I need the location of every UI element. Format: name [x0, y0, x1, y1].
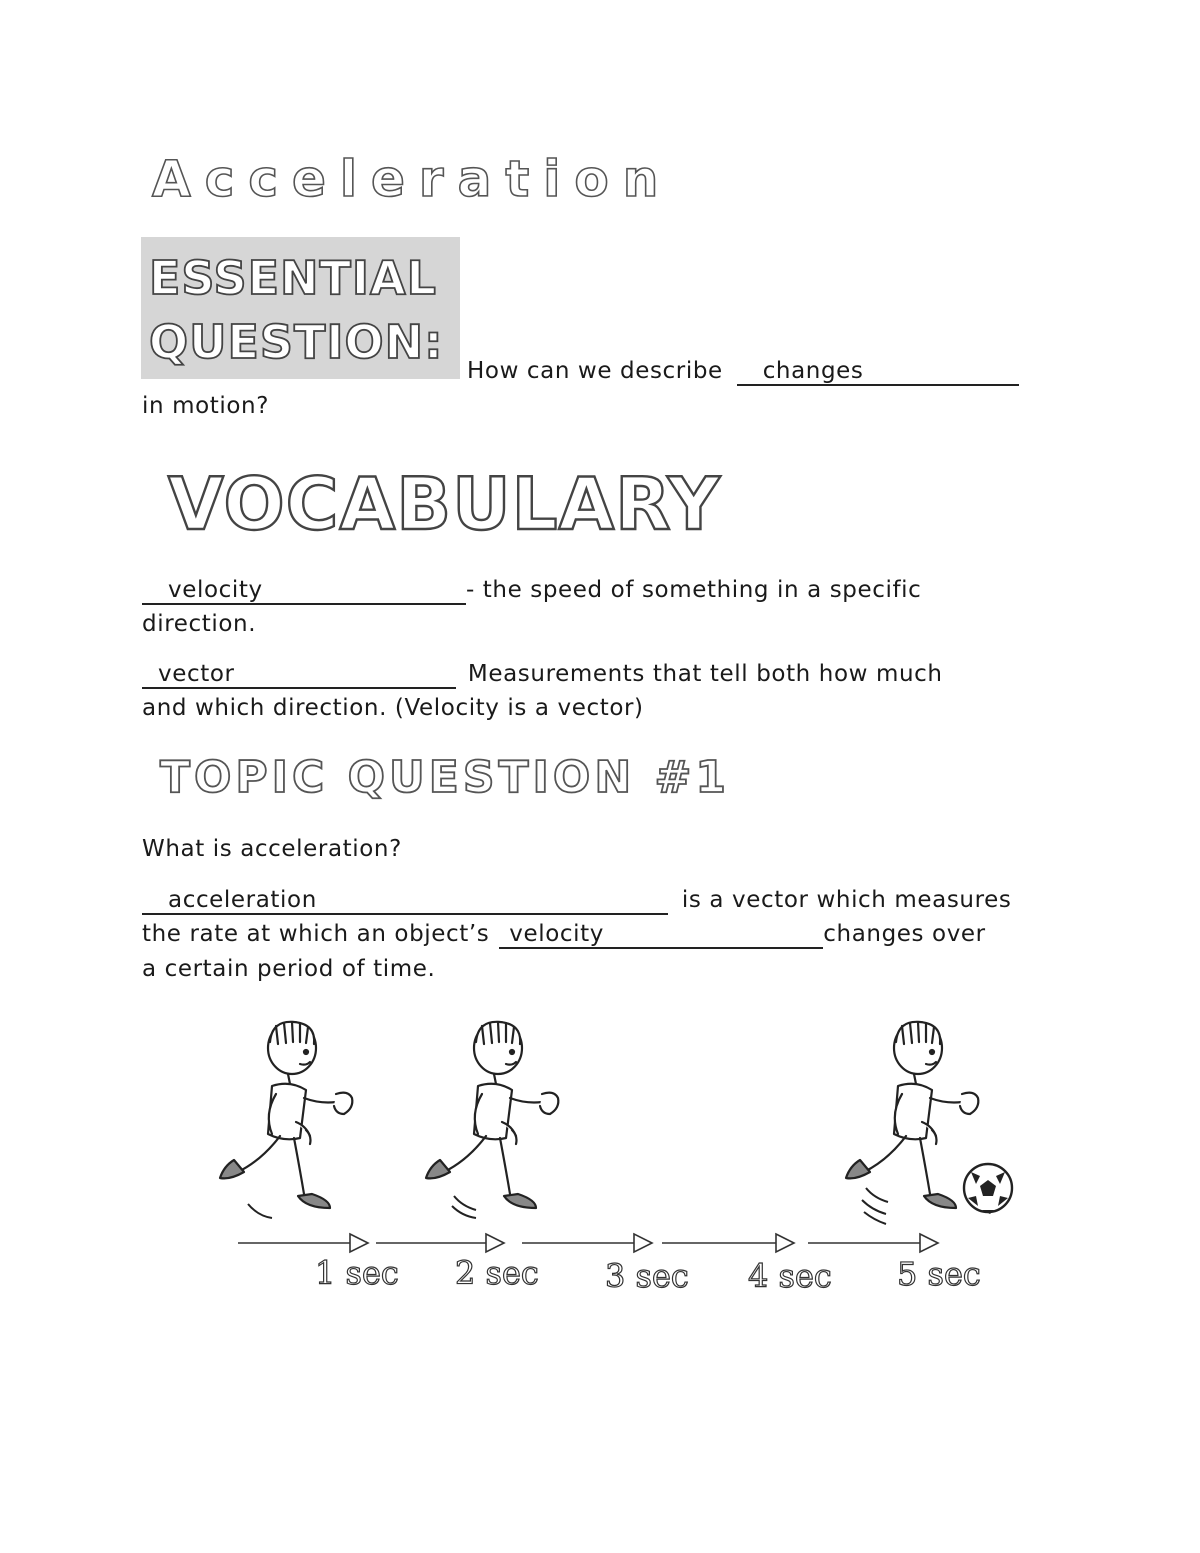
soccer-ball-icon	[964, 1164, 1012, 1214]
time-label-3: 3 sec	[605, 1257, 689, 1295]
vocab-definition-velocity-cont: direction.	[142, 611, 257, 637]
essential-question-blank	[737, 358, 1019, 386]
topic-answer-velocity: velocity	[509, 921, 604, 947]
timeline-arrows	[238, 1234, 938, 1252]
essential-question-label-box	[141, 237, 460, 379]
vocab-term-velocity	[142, 573, 921, 607]
running-child-1	[220, 1022, 352, 1208]
essential-question-prefix: How can we describe	[467, 358, 723, 384]
topic-answer-text2-prefix: the rate at which an object’s	[142, 921, 490, 947]
time-label-2: 2 sec	[455, 1254, 539, 1292]
vocab-blank-velocity	[142, 577, 466, 605]
topic-answer-text1: is a vector which measures	[681, 887, 1012, 913]
vocab-term-vector	[142, 657, 943, 691]
essential-question-answer: changes	[762, 358, 864, 384]
page-title: Acceleration	[152, 150, 673, 208]
essential-question-line1	[467, 354, 1019, 388]
essential-label: ESSENTIAL	[149, 251, 437, 305]
acceleration-illustration	[200, 1010, 1030, 1300]
question-label: QUESTION:	[149, 315, 444, 369]
vocabulary-heading: VOCABULARY	[168, 462, 721, 546]
topic-blank-velocity	[499, 921, 823, 949]
topic-question-heading: TOPIC QUESTION #1	[160, 752, 730, 803]
vocab-definition-velocity: - the speed of something in a specific	[466, 577, 922, 603]
essential-question-suffix: in motion?	[142, 393, 270, 419]
topic-answer-line1	[142, 883, 1011, 917]
running-child-2	[426, 1022, 558, 1208]
vocab-definition-vector: Measurements that tell both how much	[467, 661, 943, 687]
time-label-1: 1 sec	[315, 1254, 399, 1292]
topic-answer-text2-suffix: changes over	[823, 921, 986, 947]
time-label-4: 4 sec	[748, 1257, 832, 1295]
vocab-answer-velocity: velocity	[168, 577, 263, 603]
topic-answer-acceleration: acceleration	[168, 887, 317, 913]
time-label-5: 5 sec	[897, 1255, 981, 1293]
topic-blank-acceleration	[142, 887, 668, 915]
vocab-answer-vector: vector	[158, 661, 235, 687]
vocab-blank-vector	[142, 661, 456, 689]
topic-answer-line3: a certain period of time.	[142, 956, 436, 982]
topic-answer-line2	[142, 917, 986, 951]
running-child-3	[846, 1022, 978, 1208]
motion-marks	[248, 1188, 888, 1224]
vocab-definition-vector-cont: and which direction. (Velocity is a vector)	[142, 695, 644, 721]
topic-question-text: What is acceleration?	[142, 836, 402, 862]
